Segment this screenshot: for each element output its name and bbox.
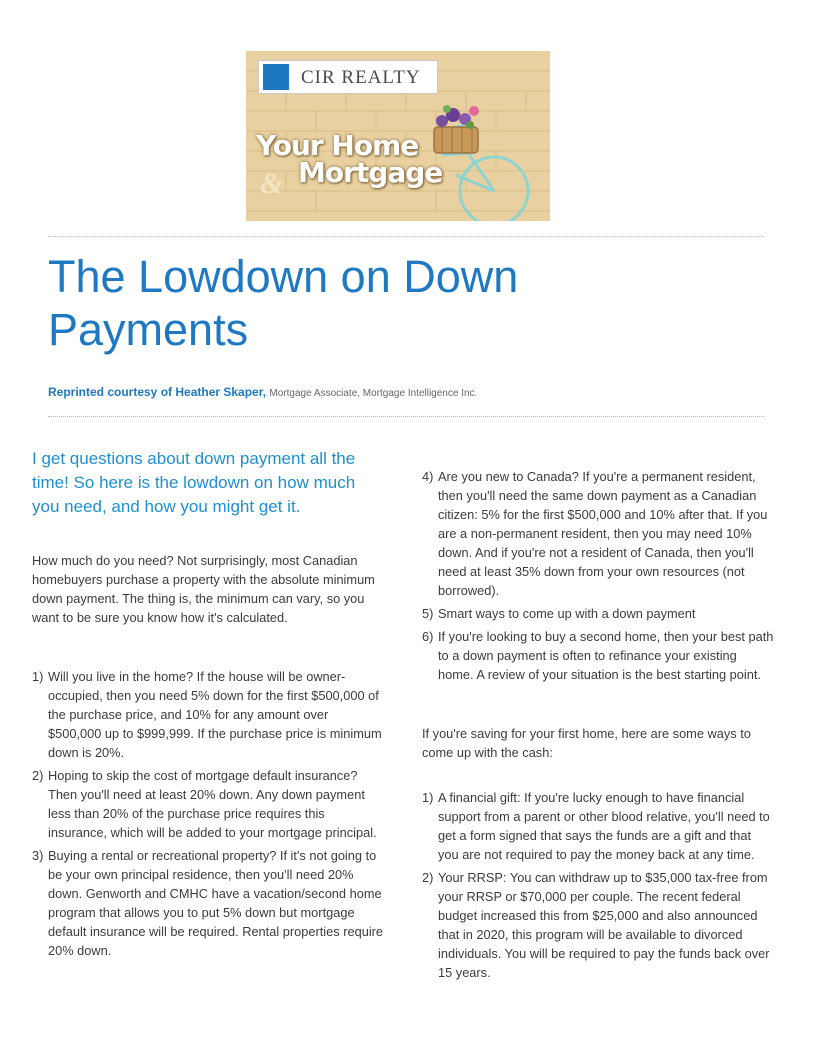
list-item: 4) Are you new to Canada? If you're a permanent resident, then you'll need the same down payment as a Canadian citizen: 5% for the first $500,000 and 10% after that. If you are a non-permanent resident, then you may need 10% down. And if you're not a resident of Canada, then you'll need at least 35% down from your own resources (not borrowed). [422, 469, 768, 598]
list-item: 1) Will you live in the home? If the house will be owner-occupied, then you need 5% down for the first $500,000 of the purchase price, and 10% for any amount over $500,000 up to $999,999. If the purchase price is minimum down is 20%. [32, 669, 382, 760]
page-title-line1: The Lowdown on Down [48, 251, 519, 302]
page-title-line2: Payments [48, 304, 249, 355]
banner-title-ampersand: & [260, 167, 284, 200]
banner-title [256, 129, 443, 200]
list-item: 2) Your RRSP: You can withdraw up to $35,000 tax-free from your RRSP or $70,000 per couple. The recent federal budget increased this from $25,000 and also announced that in 2020, this program will be available to divorced individuals. You will be required to pay the funds back over 15 years. [422, 870, 770, 980]
intro-text: I get questions about down payment all the time! So here is the lowdown on how much you need, and how you might get it. [32, 449, 356, 516]
list-item: 3) Buying a rental or recreational property? If it's not going to be your own principal residence, then you'll need 20% down. Genworth and CMHC have a vacation/second home program that allows you to put 5% down but mortgage default insurance will be required. Rental properties require 20% down. [32, 848, 384, 958]
list-item: 5) Smart ways to come up with a down payment [422, 606, 696, 621]
logo-text: CIR REALTY [301, 67, 421, 88]
list-item: 1) A financial gift: If you're lucky enough to have financial support from a parent or other blood relative, you'll need to get a form signed that says the funds are a gift and that you are not required to pay the money back at any time. [422, 790, 770, 862]
paragraph-saving: If you're saving for your first home, here are some ways to come up with the cash: [422, 726, 751, 760]
bottom-divider [48, 416, 764, 417]
banner-image [246, 51, 550, 221]
paragraph-how-much: How much do you need? Not surprisingly, most Canadian homebuyers purchase a property with the absolute minimum down payment. The thing is, the minimum can vary, so you want to be sure you know how it's calculated. [32, 553, 375, 625]
list-minimum-down [32, 667, 384, 964]
byline [48, 385, 477, 399]
banner-title-line2: Mortgage [298, 156, 443, 189]
list-item: 2) Hoping to skip the cost of mortgage default insurance? Then you'll need at least 20% down. Any down payment less than 20% of the purchase price requires this insurance, which will be added to your mortgage principal. [32, 768, 377, 840]
logo-mark [263, 64, 289, 90]
list-continued [422, 467, 774, 688]
banner-title-line1: Your Home [256, 129, 419, 162]
page-title [48, 250, 518, 356]
list-ways-to-save [422, 788, 774, 986]
byline-author: Reprinted courtesy of Heather Skaper, [48, 385, 267, 399]
cir-realty-logo [258, 60, 438, 94]
byline-role: Mortgage Associate, Mortgage Intelligence Inc. [269, 388, 478, 399]
list-item: 6) If you're looking to buy a second home, then your best path to a down payment is often to refinance your existing home. A review of your situation is the best starting point. [422, 629, 774, 682]
top-divider [48, 236, 764, 237]
